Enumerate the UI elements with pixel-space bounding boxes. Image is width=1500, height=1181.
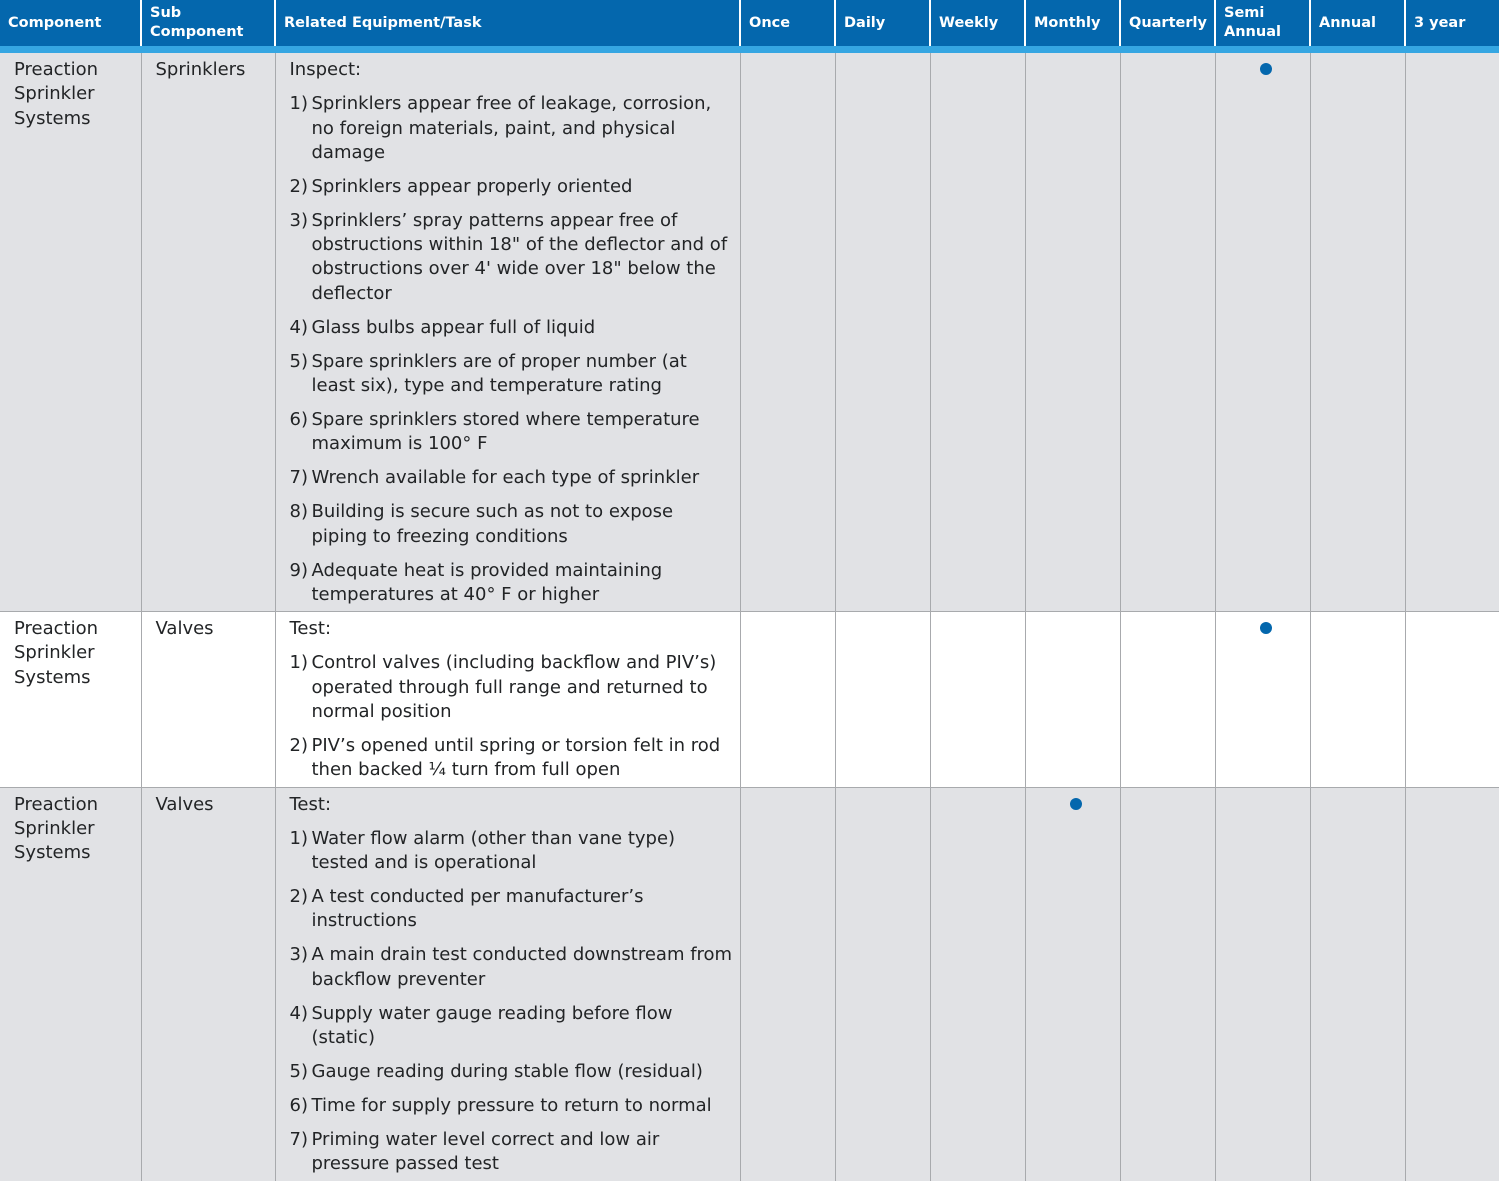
step-number: 8)	[289, 501, 308, 523]
frequency-dot-icon	[1260, 622, 1272, 634]
step-text: Building is secure such as not to expose piping to freezing conditions	[311, 501, 674, 547]
task-step	[290, 943, 734, 992]
step-text: Adequate heat is provided maintaining temperatures at 40° F or higher	[311, 559, 663, 605]
frequency-cell-quarterly	[1120, 612, 1215, 787]
task-step	[290, 316, 734, 340]
header-daily: Daily	[835, 0, 930, 50]
header-monthly: Monthly	[1025, 0, 1120, 50]
sub-component-cell: Valves	[141, 612, 275, 787]
frequency-cell-once	[740, 612, 835, 787]
step-number: 4)	[289, 316, 308, 338]
frequency-cell-weekly	[930, 612, 1025, 787]
task-heading: Test:	[289, 793, 332, 815]
task-step	[290, 1060, 734, 1084]
frequency-cell-monthly	[1025, 50, 1120, 612]
task-step	[290, 408, 734, 457]
header-three-year: 3 year	[1405, 0, 1499, 50]
task-cell	[275, 50, 740, 612]
task-cell	[275, 612, 740, 787]
step-number: 1)	[289, 652, 308, 674]
frequency-cell-daily	[835, 787, 930, 1180]
task-step	[290, 466, 734, 490]
header-semi-annual: Semi Annual	[1215, 0, 1310, 50]
step-number: 3)	[289, 944, 308, 966]
header-once: Once	[740, 0, 835, 50]
step-number: 1)	[289, 827, 308, 849]
task-step	[290, 1094, 734, 1118]
step-number: 9)	[289, 559, 308, 581]
task-step	[290, 1128, 734, 1177]
table-row	[0, 50, 1499, 612]
component-cell: Preaction Sprinkler Systems	[0, 787, 141, 1180]
frequency-cell-quarterly	[1120, 787, 1215, 1180]
task-step	[290, 559, 734, 608]
frequency-cell-three-year	[1405, 50, 1499, 612]
task-step	[290, 175, 734, 199]
step-text: Water flow alarm (other than vane type) tested and is operational	[311, 827, 676, 874]
header-annual: Annual	[1310, 0, 1405, 50]
task-step	[290, 734, 734, 783]
frequency-cell-three-year	[1405, 612, 1499, 787]
step-text: Glass bulbs appear full of liquid	[311, 316, 596, 338]
frequency-cell-weekly	[930, 787, 1025, 1180]
frequency-cell-quarterly	[1120, 50, 1215, 612]
step-text: Time for supply pressure to return to normal	[311, 1095, 712, 1117]
task-step	[290, 827, 734, 876]
component-cell: Preaction Sprinkler Systems	[0, 50, 141, 612]
step-number: 6)	[289, 409, 308, 430]
task-step	[290, 651, 734, 724]
task-heading: Inspect:	[289, 59, 362, 80]
frequency-cell-once	[740, 50, 835, 612]
step-text: A test conducted per manufacturer’s instructions	[311, 886, 644, 932]
step-text: PIV’s opened until spring or torsion felt in rod then backed ¼ turn from full open	[311, 735, 721, 781]
sub-component-cell: Valves	[141, 787, 275, 1180]
frequency-cell-once	[740, 787, 835, 1180]
step-text: Control valves (including backflow and PIV’s) operated through full range and returned to normal position	[311, 652, 717, 723]
step-text: Wrench available for each type of sprinkler	[311, 467, 700, 489]
frequency-dot-icon	[1260, 63, 1272, 75]
step-number: 7)	[289, 1129, 308, 1150]
frequency-cell-monthly	[1025, 787, 1120, 1180]
step-text: Spare sprinklers stored where temperature maximum is 100° F	[311, 409, 700, 455]
step-text: Sprinklers appear free of leakage, corrosion, no foreign materials, paint, and physical damage	[311, 93, 712, 163]
frequency-cell-semi-annual	[1215, 787, 1310, 1180]
table-row	[0, 612, 1499, 787]
step-text: Gauge reading during stable flow (residual)	[311, 1061, 703, 1083]
frequency-dot-icon	[1070, 798, 1082, 810]
task-step	[290, 350, 734, 399]
sub-component-cell: Sprinklers	[141, 50, 275, 612]
task-step	[290, 92, 734, 165]
frequency-cell-semi-annual	[1215, 50, 1310, 612]
frequency-cell-three-year	[1405, 787, 1499, 1180]
frequency-cell-annual	[1310, 787, 1405, 1180]
step-text: Sprinklers’ spray patterns appear free of obstructions within 18" of the deflector and of obstructions over 4' wide over 18" below the deflector	[311, 209, 728, 304]
table-row	[0, 787, 1499, 1180]
step-text: A main drain test conducted downstream from backflow preventer	[311, 944, 733, 990]
step-text: Supply water gauge reading before flow (static)	[311, 1002, 673, 1049]
schedule-body	[0, 50, 1499, 1181]
step-number: 2)	[289, 886, 308, 908]
task-step-list	[290, 651, 734, 782]
step-number: 1)	[289, 93, 308, 115]
step-text: Sprinklers appear properly oriented	[311, 175, 633, 197]
frequency-cell-semi-annual	[1215, 612, 1310, 787]
task-step	[290, 1002, 734, 1051]
step-text: Priming water level correct and low air pressure passed test	[311, 1129, 660, 1175]
step-number: 7)	[289, 467, 308, 489]
frequency-cell-daily	[835, 50, 930, 612]
header-quarterly: Quarterly	[1120, 0, 1215, 50]
step-number: 2)	[289, 735, 308, 757]
step-text: Spare sprinklers are of proper number (at least six), type and temperature rating	[311, 350, 687, 397]
component-cell: Preaction Sprinkler Systems	[0, 612, 141, 787]
task-step-list	[290, 92, 734, 607]
task-step-list	[290, 827, 734, 1177]
frequency-cell-daily	[835, 612, 930, 787]
header-task: Related Equipment/Task	[275, 0, 740, 50]
task-heading: Test:	[289, 618, 332, 640]
header-component: Component	[0, 0, 141, 50]
step-number: 2)	[289, 175, 308, 197]
task-step	[290, 885, 734, 934]
step-number: 4)	[289, 1002, 308, 1024]
frequency-cell-monthly	[1025, 612, 1120, 787]
step-number: 6)	[289, 1095, 308, 1117]
step-number: 5)	[289, 1061, 308, 1083]
task-step	[290, 500, 734, 549]
frequency-cell-annual	[1310, 612, 1405, 787]
header-row	[0, 0, 1499, 50]
header-weekly: Weekly	[930, 0, 1025, 50]
header-sub-component: Sub Component	[141, 0, 275, 50]
task-cell	[275, 787, 740, 1180]
frequency-cell-weekly	[930, 50, 1025, 612]
step-number: 5)	[289, 350, 308, 372]
frequency-cell-annual	[1310, 50, 1405, 612]
step-number: 3)	[289, 209, 308, 231]
task-step	[290, 209, 734, 306]
